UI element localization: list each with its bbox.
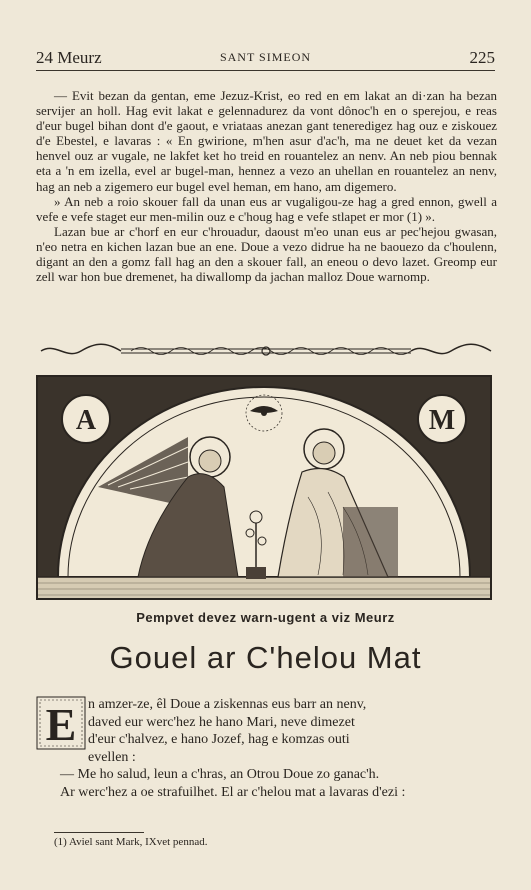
day-caption: Pempvet devez warn-ugent a viz Meurz [136,610,395,625]
paragraph: — Evit bezan da gentan, eme Jezuz-Krist, eo red en em lakat an di·zan ha bezan servijer an holl. Hag evit lakat e gelennadurez da vont dônoc'h en o sperejou, e reas d'eur bugel bihan dont d'e gaout, e vriataas anezan gant teneredigez hag ouz e ziskouez d'e Ebestel, e lavaras : « En gwirione, m'hen asur d'ac'h, ma ne deuet ket da vezan henvel ouz ar vugale, ne lakfet ket ho treid en rouantelez an nenv. An neb piou bennak eta a 'n em izella, evel ar bugel-man, hennez a vezo an uhellan en rouantelez an nenv, hag an neb a zigemero eur bugel evel heman, em hano, am digemero. [36,88,497,194]
medallion-right [418,395,466,443]
medallion-letter-a: A [75,405,97,436]
paragraph: Lazan bue ar c'horf en eur c'hrouadur, daoust m'eo unan eus ar pec'hejou gwasan, n'eo netra en kichen lazan bue an ene. Doue a vezo didrue ha ne baouezo da c'houlenn, digant an den a gomz fall hag an den a skouer fall, an eneou o devo lazet. Greomp eur zell war hon bue dremenet, ha diwallomp da jachan malloz Doue warnomp. [36,223,497,285]
footnote: (1) Aviel sant Mark, IXvet pennad. [54,836,208,848]
page-header-title: SANT SIMEON [219,50,312,64]
gospel-paragraph [36,696,497,801]
paragraph-line: d'eur c'halvez, e hano Jozef, hag e komzas outi [88,732,350,747]
paragraph-line: evellen : [88,749,136,765]
paragraph-line: daved eur werc'hez he hano Mari, neve dimezet [88,714,355,730]
ornamental-divider [36,340,496,362]
body-text [36,88,497,284]
paragraph-line: — Me ho salud, leun a c'hras, an Otrou Doue zo ganac'h. [60,767,380,782]
paragraph: » An neb a roio skouer fall da unan eus ar vugaligou-ze hag a gred ennon, gwell a vefe e vefe staget eur men-milin ouz e c'houg hag e vefe stlapet er mor (1) ». [36,193,497,224]
medallion-left [62,395,110,443]
paragraph-line: Ar werc'hez a oe strafuilhet. El ar c'helou mat a lavaras d'ezi : [60,784,406,800]
paragraph-line: n amzer-ze, êl Doue a ziskennas eus barr an nenv, [88,697,367,712]
page-header-left: 24 Meurz [36,48,102,67]
chapter-title: Gouel ar C'helou Mat [109,640,422,675]
annunciation-illustration [36,375,492,600]
running-header [36,48,495,71]
medallion-letter-m: M [428,405,456,436]
dropcap-letter: E [45,699,77,750]
footnote-divider [54,832,144,833]
page-number: 225 [469,48,495,67]
